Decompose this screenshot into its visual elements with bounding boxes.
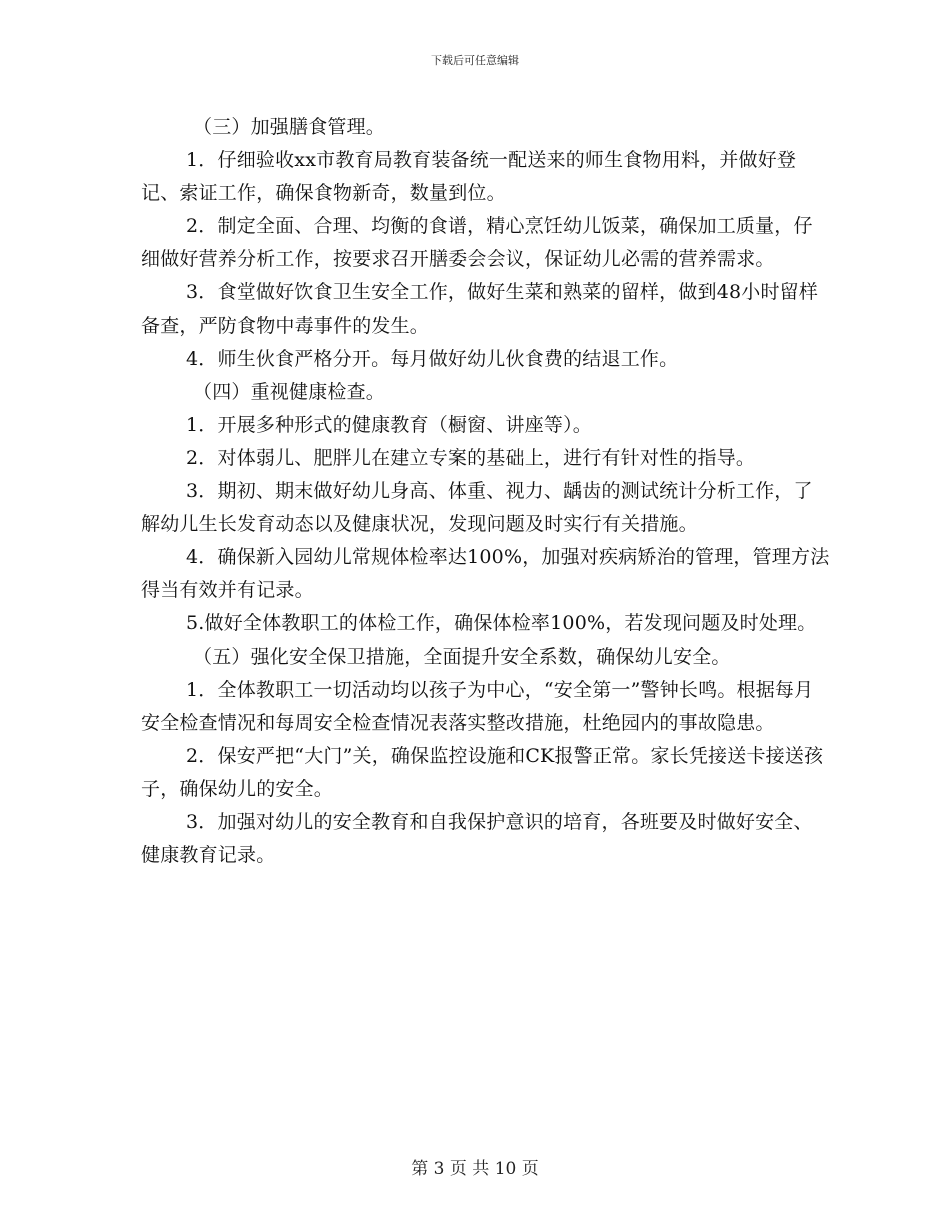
section-heading-5: （五）强化安全保卫措施，全面提升安全系数，确保幼儿安全。	[193, 645, 731, 668]
list-item: 1．仔细验收xx市教育局教育装备统一配送来的师生食物用料，并做好登记、索证工作，确保食物新奇，数量到位。	[141, 149, 797, 205]
list-item: 2．对体弱儿、肥胖儿在建立专案的基础上，进行有针对性的指导。	[186, 446, 756, 469]
page-header: 下载后可任意编辑	[431, 54, 519, 67]
list-item: 3．食堂做好饮食卫生安全工作，做好生菜和熟菜的留样，做到48小时留样备查，严防食物中毒事件的发生。	[141, 281, 819, 337]
list-item: 2．制定全面、合理、均衡的食谱，精心烹饪幼儿饭菜，确保加工质量，仔细做好营养分析工作，按要求召开膳委会会议，保证幼儿必需的营养需求。	[141, 215, 813, 271]
page-footer: 第 3 页 共 10 页	[411, 1159, 539, 1179]
list-item: 5.做好全体教职工的体检工作，确保体检率100%，若发现问题及时处理。	[186, 612, 817, 635]
list-item: 1．全体教职工一切活动均以孩子为中心，“安全第一”警钟长鸣。根据每月安全检查情况和每周安全检查情况表落实整改措施，杜绝园内的事故隐患。	[141, 678, 814, 734]
list-item: 1．开展多种形式的健康教育（橱窗、讲座等）。	[186, 413, 592, 436]
section-heading-4: （四）重视健康检查。	[193, 380, 386, 403]
list-item: 2．保安严把“大门”关，确保监控设施和CK报警正常。家长凭接送卡接送孩子，确保幼儿的安全。	[141, 744, 824, 800]
section-heading-3: （三）加强膳食管理。	[193, 116, 386, 138]
list-item: 4．确保新入园幼儿常规体检率达100%，加强对疾病矫治的管理，管理方法得当有效并有记录。	[141, 546, 830, 602]
document-body	[141, 111, 831, 872]
list-item: 3．期初、期末做好幼儿身高、体重、视力、龋齿的测试统计分析工作，了解幼儿生长发育动态以及健康状况，发现问题及时实行有关措施。	[141, 480, 813, 536]
list-item: 4．师生伙食严格分开。每月做好幼儿伙食费的结退工作。	[186, 347, 679, 370]
list-item: 3．加强对幼儿的安全教育和自我保护意识的培育，各班要及时做好安全、健康教育记录。	[141, 810, 813, 867]
